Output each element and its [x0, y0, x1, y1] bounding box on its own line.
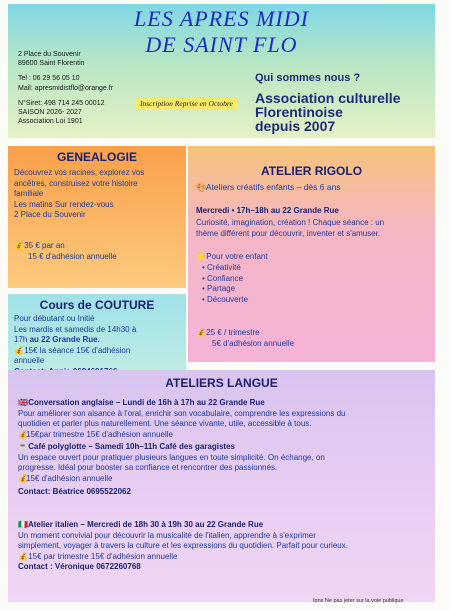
- italian-price: 15€ par trimestre 15€ d'adhésion annuelle: [28, 551, 178, 561]
- english-desc-2: quotidien et parler plus naturellement. Une séance vivante, utile, accessible à tous.: [18, 419, 312, 428]
- money-bag-icon: 💰: [18, 473, 28, 483]
- genealogie-title: GENEALOGIE: [56, 150, 137, 164]
- couture-line-5: annuelle: [14, 356, 45, 365]
- english-price: 15€par trimestre 15€ d'adhésion annuelle: [26, 429, 173, 439]
- couture-line-2: Les mardis et samedis de 14h30 à: [14, 324, 137, 334]
- coffee-icon: ☕: [18, 442, 28, 451]
- italian-contact: Contact : Véronique 0672260768: [18, 562, 141, 571]
- assoc-line-2: Florentinoise: [255, 104, 343, 120]
- title-line-2: DE SAINT FLO: [145, 32, 298, 57]
- rigolo-desc-2: thème différent pour découvrir, inventer et s'amuser.: [196, 228, 381, 238]
- saison: SAISON 2026- 2027: [18, 109, 82, 116]
- money-bag-icon: 💰: [14, 241, 24, 250]
- couture-title: Cours de COUTURE: [39, 298, 155, 312]
- inscription-badge: Inscription Reprise en Octobre: [136, 98, 237, 109]
- phone: Tel : 06 29 56 05 10: [18, 75, 80, 82]
- couture-text: [14, 314, 186, 377]
- couture-box: [8, 294, 186, 370]
- genealogie-line: Les matins Sur rendez-vous: [14, 199, 114, 209]
- bullet-item: • Créativité: [202, 263, 241, 272]
- assoc-line-3: depuis 2007: [255, 118, 336, 134]
- langue-title: ATELIERS LANGUE: [165, 376, 278, 390]
- cafe-title: Café polyglotte – Samedi 10h–11h Café des garagistes: [28, 442, 235, 451]
- genealogie-text: [14, 168, 186, 221]
- italian-section: [18, 520, 430, 573]
- money-bag-icon: 💰: [18, 551, 28, 561]
- english-desc-1: Pour améliorer son aisance à l'oral, enrichir son vocabulaire, comprendre les expressions du: [18, 408, 346, 418]
- genealogie-line: Découvrez vos racines, explorez vos: [14, 168, 145, 177]
- rigolo-bullets: [202, 263, 402, 305]
- couture-line-3b: au 22 Grande Rue.: [29, 335, 100, 344]
- rigolo-subtitle-text: Ateliers créatifs enfants – dès 6 ans: [205, 182, 341, 192]
- rigolo-price-1: 25 € / trimestre: [206, 328, 260, 337]
- rigolo-title: ATELIER RIGOLO: [260, 164, 363, 178]
- cafe-desc-2: progresse. Idéal pour booster sa confiance et rencontrer des passionnés.: [18, 463, 278, 472]
- association-loi: Association Loi 1901: [18, 118, 83, 125]
- bullet-item: • Confiance: [202, 273, 244, 283]
- couture-line-4: 15€ la séance 15€ d'adhésion: [24, 345, 131, 355]
- rigolo-price-2: 5€ d'adhésion annuelle: [212, 338, 295, 348]
- money-bag-icon: 💰: [18, 429, 28, 439]
- email: Mail: apresmidistflo@orange.fr: [18, 85, 114, 92]
- genealogie-price-2: 15 € d'adhésion annuelle: [28, 251, 117, 261]
- cafe-contact: Contact: Béatrice 0695522062: [18, 487, 131, 496]
- address-line-2: 89600 Saint Florentin: [18, 60, 85, 67]
- association-description: [255, 91, 400, 133]
- palette-icon: 🎨: [196, 182, 207, 192]
- genealogie-price-1: 35 € par an: [24, 241, 65, 250]
- rigolo-desc-1: Curiosité, imagination, création ! Chaque séance : un: [196, 218, 385, 227]
- rigolo-for-kids-text: Pour votre enfant: [206, 252, 268, 261]
- genealogie-line: ancêtres, construisez votre histoire: [14, 178, 138, 188]
- cafe-section: [18, 442, 430, 498]
- genealogie-line: familiale: [14, 189, 44, 198]
- rigolo-price: [196, 328, 432, 349]
- english-section: [18, 398, 430, 440]
- english-title: Conversation anglaise – Lundi de 16h à 17h au 22 Grande Rue: [28, 398, 265, 407]
- couture-line-3a: 17h: [14, 335, 30, 344]
- assoc-line-1: Association culturelle: [255, 90, 401, 106]
- address-line-1: 2 Place du Souvenir: [18, 51, 81, 58]
- rigolo-subtitle: [196, 182, 432, 193]
- cafe-desc-1: Un espace ouvert pour pratiquer plusieurs langues en toute simplicité. On échange, on: [18, 452, 325, 462]
- couture-line-1: Pour débutant ou Initié: [14, 314, 95, 323]
- italian-title: Atelier italien – Mercredi de 18h 30 à 19h 30 au 22 Grande Rue: [27, 520, 264, 529]
- footer-note: Ipns Ne pas jeter sur la voie publique: [313, 598, 404, 604]
- rigolo-schedule: Mercredi • 17h–18h au 22 Grande Rue: [196, 206, 339, 215]
- italian-desc-1: Un moment convivial pour découvrir la musicalité de l'italien, apprendre à s'exprimer: [18, 530, 316, 540]
- genealogie-price: [14, 241, 186, 262]
- italian-desc-2: simplement, voyager à travers la culture et les expressions du quotidien. Parfait pour curieux.: [18, 541, 348, 550]
- rigolo-description: [196, 218, 434, 239]
- langue-box: [8, 370, 435, 602]
- money-bag-icon: 💰: [196, 328, 206, 337]
- genealogie-box: [8, 146, 186, 288]
- uk-flag-icon: 🇬🇧: [18, 398, 28, 407]
- italy-flag-icon: 🇮🇹: [18, 520, 28, 529]
- sun-icon: 🌟: [196, 252, 206, 261]
- header-section: [8, 4, 435, 138]
- money-bag-icon: 💰: [14, 345, 24, 355]
- bullet-item: • Partage: [202, 284, 236, 293]
- cafe-price: 15€ d'adhésion annuelle: [26, 473, 113, 483]
- rigolo-for-kids: [196, 252, 432, 263]
- bullet-item: • Découverte: [202, 294, 248, 304]
- who-are-we: Qui sommes nous ?: [255, 72, 361, 84]
- rigolo-box: [188, 146, 435, 362]
- title-line-1: LES APRES MIDI: [134, 6, 309, 31]
- genealogie-line: 2 Place du Souvenir: [14, 210, 86, 219]
- siret: N°Siret: 498 714 245 00012: [18, 100, 105, 107]
